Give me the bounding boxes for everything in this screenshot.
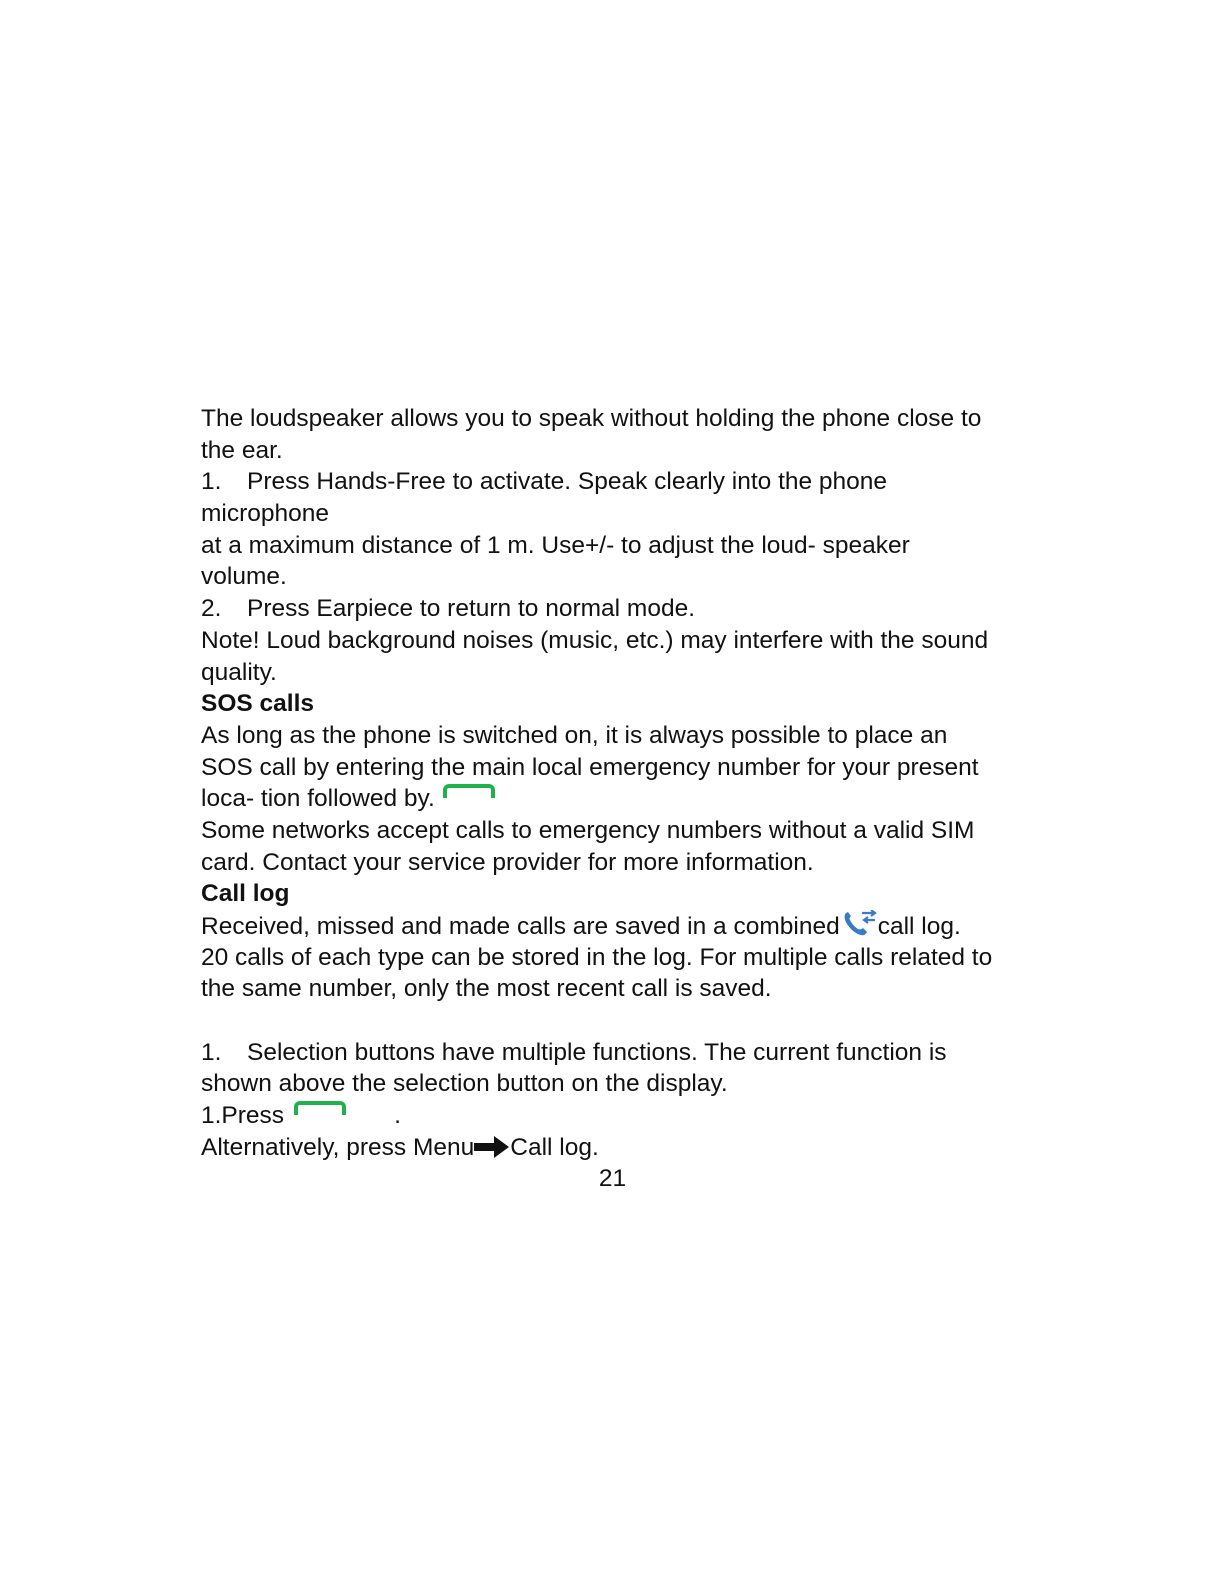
sos-calls-heading: SOS calls [201, 690, 315, 718]
loudspeaker-step-2 [201, 593, 1021, 625]
alternative-target: Call log. [510, 1133, 599, 1161]
step-text: Selection buttons have multiple functions. The current function is [247, 1038, 947, 1066]
step-number: 1. [201, 1038, 222, 1066]
call-log-press-line [201, 1100, 1021, 1132]
loudspeaker-intro-line-2: the ear. [201, 436, 283, 464]
loudspeaker-step-1-line-4: volume. [201, 563, 287, 591]
loudspeaker-note-line-2: quality. [201, 658, 277, 686]
call-log-text-before-icon: Received, missed and made calls are saved in a combined [201, 913, 840, 940]
call-log-paragraph-line-2: 20 calls of each type can be stored in the log. For multiple calls related to [201, 943, 993, 971]
call-log-paragraph-line-3: the same number, only the most recent call is saved. [201, 975, 772, 1003]
press-dot: . [394, 1102, 401, 1130]
call-log-paragraph-line-1 [201, 910, 1021, 942]
loudspeaker-step-1-line-3: at a maximum distance of 1 m. Use+/- to adjust the loud- speaker [201, 531, 910, 559]
sos-paragraph-line-1: As long as the phone is switched on, it is always possible to place an [201, 721, 948, 749]
call-key-icon [294, 1101, 346, 1115]
step-number: 1. [201, 468, 222, 496]
page-number: 21 [598, 1165, 627, 1192]
call-log-heading: Call log [201, 880, 290, 908]
sos-paragraph-text: loca- tion followed by. [201, 785, 435, 813]
loudspeaker-note-line-1: Note! Loud background noises (music, etc.) may interfere with the sound [201, 626, 989, 654]
sos-paragraph-line-3 [201, 783, 1021, 815]
call-log-step-1 [201, 1037, 1021, 1069]
call-key-icon [443, 784, 495, 798]
call-log-step-1-line-2: shown above the selection button on the display. [201, 1070, 728, 1098]
alternative-text: Alternatively, press Menu [201, 1133, 475, 1161]
press-label: 1.Press [201, 1102, 285, 1130]
sos-paragraph-line-2: SOS call by entering the main local emergency number for your present [201, 753, 979, 781]
loudspeaker-step-1 [201, 466, 1021, 498]
loudspeaker-step-1-line-2: microphone [201, 500, 330, 528]
step-text: Press Hands-Free to activate. Speak clearly into the phone [247, 468, 888, 496]
call-log-alternative-line [201, 1132, 1021, 1164]
loudspeaker-intro-line-1: The loudspeaker allows you to speak without holding the phone close to [201, 405, 982, 432]
call-log-text-after-icon: call log. [877, 913, 961, 940]
sos-networks-line-2: card. Contact your service provider for more information. [201, 848, 814, 876]
step-number: 2. [201, 595, 222, 623]
manual-page-body [201, 403, 1021, 1164]
step-text: Press Earpiece to return to normal mode. [247, 595, 696, 623]
spacer [201, 1005, 1021, 1037]
sos-networks-line-1: Some networks accept calls to emergency numbers without a valid SIM [201, 816, 975, 844]
